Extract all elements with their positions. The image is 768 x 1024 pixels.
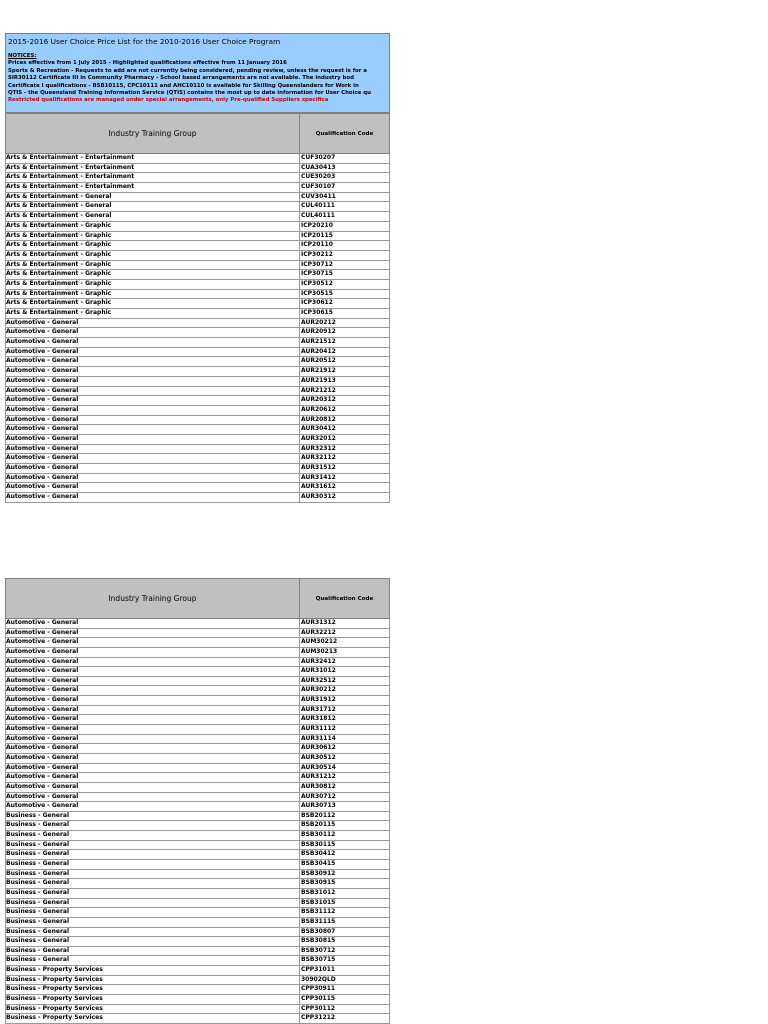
qualification-code-cell: AUR32112 [301,454,336,462]
industry-group-cell: Business - Property Services [6,985,300,994]
table-row [5,319,390,329]
qualification-code-cell: BSB30115 [301,840,336,848]
qualification-code-cell: AUR30612 [301,744,336,752]
industry-group-cell: Automotive - General [6,648,300,657]
qualification-code-cell: AUM30212 [301,638,338,646]
qualification-code-cell: AUR20412 [301,347,336,355]
industry-group-cell: Automotive - General [6,619,300,628]
table-row [5,396,390,406]
qualification-code-cell: AUR31412 [301,473,336,481]
qualification-code-cell: ICP30612 [301,299,333,307]
qualification-code-cell: AUR30713 [301,802,336,810]
industry-group-cell: Automotive - General [6,483,300,492]
table-row [5,474,390,484]
industry-group-cell: Automotive - General [6,677,300,686]
industry-group-cell: Business - Property Services [6,1005,300,1014]
table-row [5,860,390,870]
industry-group-cell: Business - General [6,850,300,859]
qualification-code-cell: BSB20112 [301,811,336,819]
table-row [5,937,390,947]
table-row [5,706,390,716]
qualification-code-cell: BSB30112 [301,831,336,839]
qualification-code-cell: ICP20210 [301,221,333,229]
qualification-code-cell: AUR31012 [301,667,336,675]
table-row [5,667,390,677]
table-row [5,841,390,851]
qualification-code-cell: ICP20115 [301,231,333,239]
table-row [5,812,390,822]
qualification-code-cell: BSB30807 [301,927,336,935]
notice-line: SIR30112 Certificate III in Community Pharmacy - School based arrangements are not available. The industry bod [8,75,354,82]
qualification-code-cell: BSB30912 [301,869,336,877]
qualification-code-cell: AUR31612 [301,483,336,491]
industry-group-cell: Automotive - General [6,357,300,366]
industry-group-cell: Automotive - General [6,667,300,676]
industry-group-cell: Automotive - General [6,406,300,415]
industry-group-cell: Business - General [6,860,300,869]
table-row [5,416,390,426]
qualification-code-cell: AUR31512 [301,464,336,471]
table-row [5,202,390,212]
industry-group-cell: Business - General [6,879,300,888]
table-row [5,696,390,706]
table-row [5,377,390,387]
table-row [5,735,390,745]
qualification-code-cell: ICP30715 [301,270,333,278]
qualification-code-cell: AUR21912 [301,367,336,375]
table-row [5,629,390,639]
qualification-code-cell: AUR31112 [301,725,336,733]
table-row [5,338,390,348]
document-title: 2015-2016 User Choice Price List for the 2010-2016 User Choice Program [8,37,281,46]
price-list-page-top [5,33,390,503]
table-row [5,889,390,899]
qualification-code-cell: 30902QLD [301,975,336,983]
qualification-code-cell: AUR32012 [301,434,336,442]
table-row [5,1014,390,1024]
qualification-code-cell: AUR31312 [301,619,336,626]
industry-group-cell: Arts & Entertainment - Graphic [6,270,300,279]
industry-group-cell: Automotive - General [6,416,300,425]
industry-group-cell: Automotive - General [6,319,300,328]
qualification-code-cell: BSB30815 [301,937,336,945]
table-row [5,483,390,493]
qualification-code-cell: AUR20212 [301,318,336,326]
table-row [5,232,390,242]
qualification-code-cell: ICP30712 [301,260,333,268]
table-row [5,976,390,986]
table-row [5,173,390,183]
qualification-code-cell: CUL40111 [301,212,335,220]
table-row [5,280,390,290]
table-row [5,435,390,445]
industry-group-cell: Business - Property Services [6,966,300,975]
qualification-code-cell: AUR32512 [301,676,336,684]
industry-group-cell: Automotive - General [6,425,300,434]
table-row [5,918,390,928]
qualification-code-cell: ICP30615 [301,309,333,316]
table-row [5,648,390,658]
table-row [5,464,390,474]
industry-group-cell: Automotive - General [6,744,300,753]
qualification-code-cell: CUF30207 [301,154,336,161]
qualification-code-cell: BSB30915 [301,879,336,887]
qualification-code-cell: CUV30411 [301,192,336,200]
industry-group-cell: Arts & Entertainment - Graphic [6,290,300,299]
qualification-code-cell: BSB30715 [301,956,336,964]
table-row [5,947,390,957]
industry-group-cell: Automotive - General [6,377,300,386]
qualification-code-cell: CUL40111 [301,202,335,210]
industry-group-cell: Business - General [6,899,300,908]
table-row [5,677,390,687]
table-row [5,995,390,1005]
industry-group-cell: Automotive - General [6,754,300,763]
industry-group-cell: Automotive - General [6,464,300,473]
qualification-code-cell: ICP30212 [301,250,333,258]
industry-group-cell: Business - Property Services [6,976,300,985]
column-header-group: Industry Training Group [6,114,300,153]
notices-heading: NOTICES: [8,53,37,59]
table-header [5,113,390,154]
table-row [5,744,390,754]
industry-group-cell: Arts & Entertainment - Graphic [6,309,300,318]
industry-group-cell: Arts & Entertainment - General [6,193,300,202]
table-row [5,899,390,909]
industry-group-cell: Business - General [6,812,300,821]
qualification-code-cell: AUR32412 [301,657,336,665]
table-row [5,821,390,831]
industry-group-cell: Business - Property Services [6,995,300,1004]
table-row [5,454,390,464]
qualification-code-cell: ICP30515 [301,289,333,297]
industry-group-cell: Automotive - General [6,387,300,396]
industry-group-cell: Arts & Entertainment - Entertainment [6,164,300,173]
qualification-code-cell: BSB30712 [301,946,336,954]
table-row [5,1005,390,1015]
industry-group-cell: Automotive - General [6,715,300,724]
notices-panel [5,33,390,113]
industry-group-cell: Arts & Entertainment - General [6,202,300,211]
restricted-notice: Restricted qualifications are managed under special arrangements, only Pre-qualified Suppliers specifica [8,97,329,104]
table-row [5,290,390,300]
table-row [5,928,390,938]
qualification-code-cell: ICP20110 [301,241,333,249]
industry-group-cell: Arts & Entertainment - Entertainment [6,154,300,163]
qualification-code-cell: AUR32312 [301,444,336,452]
notice-line: Sports & Recreation - Requests to add are not currently being considered, pending review, unless the request is for a [8,67,367,74]
qualification-code-cell: AUR20312 [301,396,336,404]
table-row [5,956,390,966]
table-row [5,251,390,261]
qualification-code-cell: CPP30911 [301,985,336,993]
qualification-code-cell: AUR31812 [301,715,336,723]
industry-group-cell: Business - General [6,947,300,956]
industry-group-cell: Automotive - General [6,793,300,802]
industry-group-cell: Business - Property Services [6,1014,300,1023]
table-row [5,831,390,841]
table-body [5,154,390,503]
table-row [5,183,390,193]
qualification-code-cell: CPP31011 [301,966,336,974]
table-row [5,493,390,503]
table-row [5,715,390,725]
industry-group-cell: Arts & Entertainment - Graphic [6,222,300,231]
qualification-code-cell: AUR30312 [301,493,336,501]
qualification-code-cell: AUR30712 [301,792,336,800]
industry-group-cell: Automotive - General [6,638,300,647]
industry-group-cell: Automotive - General [6,783,300,792]
industry-group-cell: Automotive - General [6,328,300,337]
qualification-code-cell: AUR32212 [301,628,336,636]
notice-line: Certificate I qualifications - BSB10115, CPC10111 and AHC10110 is available for Skilling Queenslanders for Work in [8,82,359,89]
table-row [5,985,390,995]
industry-group-cell: Business - General [6,937,300,946]
table-row [5,425,390,435]
qualification-code-cell: AUR20912 [301,328,336,336]
qualification-code-cell: CPP30112 [301,1004,336,1012]
qualification-code-cell: CUF30107 [301,183,336,191]
industry-group-cell: Arts & Entertainment - General [6,212,300,221]
industry-group-cell: Arts & Entertainment - Graphic [6,299,300,308]
industry-group-cell: Arts & Entertainment - Graphic [6,280,300,289]
table-row [5,793,390,803]
table-row [5,367,390,377]
qualification-code-cell: BSB31115 [301,917,336,925]
industry-group-cell: Business - General [6,870,300,879]
table-row [5,328,390,338]
table-row [5,309,390,319]
qualification-code-cell: AUR21913 [301,376,336,384]
industry-group-cell: Arts & Entertainment - Entertainment [6,183,300,192]
table-row [5,754,390,764]
qualification-code-cell: AUR30412 [301,425,336,433]
industry-group-cell: Automotive - General [6,454,300,463]
industry-group-cell: Automotive - General [6,735,300,744]
industry-group-cell: Business - General [6,908,300,917]
industry-group-cell: Automotive - General [6,696,300,705]
industry-group-cell: Automotive - General [6,493,300,502]
qualification-code-cell: AUR30812 [301,782,336,790]
notice-line: QTIS - the Queensland Training Information Service (QTIS) contains the most up to date information for User Choice qu [8,90,371,97]
industry-group-cell: Business - General [6,841,300,850]
qualification-code-cell: AUR31212 [301,773,336,781]
industry-group-cell: Arts & Entertainment - Entertainment [6,173,300,182]
qualification-code-cell: BSB20115 [301,821,336,829]
qualification-code-cell: CPP31212 [301,1014,336,1022]
industry-group-cell: Automotive - General [6,706,300,715]
industry-group-cell: Arts & Entertainment - Graphic [6,241,300,250]
table-row [5,773,390,783]
qualification-code-cell: AUR30514 [301,763,336,771]
industry-group-cell: Automotive - General [6,658,300,667]
table-row [5,870,390,880]
table-row [5,261,390,271]
column-header-code: Qualification Code [315,595,374,602]
industry-group-cell: Business - General [6,831,300,840]
qualification-code-cell: BSB31012 [301,888,336,896]
qualification-code-cell: CUE30203 [301,173,336,181]
qualification-code-cell: AUR31912 [301,696,336,704]
industry-group-cell: Automotive - General [6,396,300,405]
industry-group-cell: Automotive - General [6,802,300,811]
qualification-code-cell: AUR30212 [301,686,336,694]
column-header-code: Qualification Code [315,130,374,137]
notice-line: Prices effective from 1 July 2015 - Highlighted qualifications effective from 11 January 2016 [8,60,287,67]
table-body [5,619,390,1024]
qualification-code-cell: AUM30213 [301,647,338,655]
qualification-code-cell: BSB30415 [301,860,336,868]
table-row [5,966,390,976]
table-row [5,241,390,251]
industry-group-cell: Arts & Entertainment - Graphic [6,261,300,270]
table-row [5,193,390,203]
table-row [5,406,390,416]
industry-group-cell: Automotive - General [6,367,300,376]
table-row [5,850,390,860]
qualification-code-cell: BSB31112 [301,908,336,916]
industry-group-cell: Automotive - General [6,764,300,773]
column-header-group: Industry Training Group [6,579,300,618]
table-row [5,802,390,812]
table-row [5,908,390,918]
table-row [5,445,390,455]
table-row [5,348,390,358]
qualification-code-cell: AUR21212 [301,386,336,394]
industry-group-cell: Business - General [6,889,300,898]
industry-group-cell: Arts & Entertainment - Graphic [6,232,300,241]
table-row [5,154,390,164]
industry-group-cell: Arts & Entertainment - Graphic [6,251,300,260]
industry-group-cell: Automotive - General [6,338,300,347]
qualification-code-cell: AUR31114 [301,734,336,742]
qualification-code-cell: ICP30512 [301,279,333,287]
table-row [5,879,390,889]
table-row [5,783,390,793]
qualification-code-cell: BSB30412 [301,850,336,858]
industry-group-cell: Automotive - General [6,629,300,638]
table-header [5,578,390,619]
qualification-code-cell: AUR20512 [301,357,336,365]
table-row [5,638,390,648]
industry-group-cell: Business - General [6,956,300,965]
industry-group-cell: Automotive - General [6,725,300,734]
industry-group-cell: Business - General [6,928,300,937]
table-row [5,725,390,735]
industry-group-cell: Automotive - General [6,348,300,357]
table-row [5,619,390,629]
qualification-code-cell: AUR30512 [301,753,336,761]
table-row [5,299,390,309]
price-list-page-continued [5,578,390,1024]
table-row [5,222,390,232]
industry-group-cell: Automotive - General [6,474,300,483]
table-row [5,164,390,174]
industry-group-cell: Automotive - General [6,686,300,695]
industry-group-cell: Automotive - General [6,445,300,454]
qualification-code-cell: AUR20612 [301,405,336,413]
table-row [5,212,390,222]
table-row [5,387,390,397]
qualification-code-cell: AUR20812 [301,415,336,423]
industry-group-cell: Business - General [6,918,300,927]
qualification-code-cell: AUR31712 [301,705,336,713]
industry-group-cell: Automotive - General [6,773,300,782]
qualification-code-cell: CUA30413 [301,163,336,171]
table-row [5,270,390,280]
table-row [5,764,390,774]
table-row [5,658,390,668]
qualification-code-cell: BSB31015 [301,898,336,906]
qualification-code-cell: AUR21512 [301,338,336,346]
table-row [5,686,390,696]
table-row [5,357,390,367]
industry-group-cell: Automotive - General [6,435,300,444]
qualification-code-cell: CPP30115 [301,994,336,1002]
industry-group-cell: Business - General [6,821,300,830]
